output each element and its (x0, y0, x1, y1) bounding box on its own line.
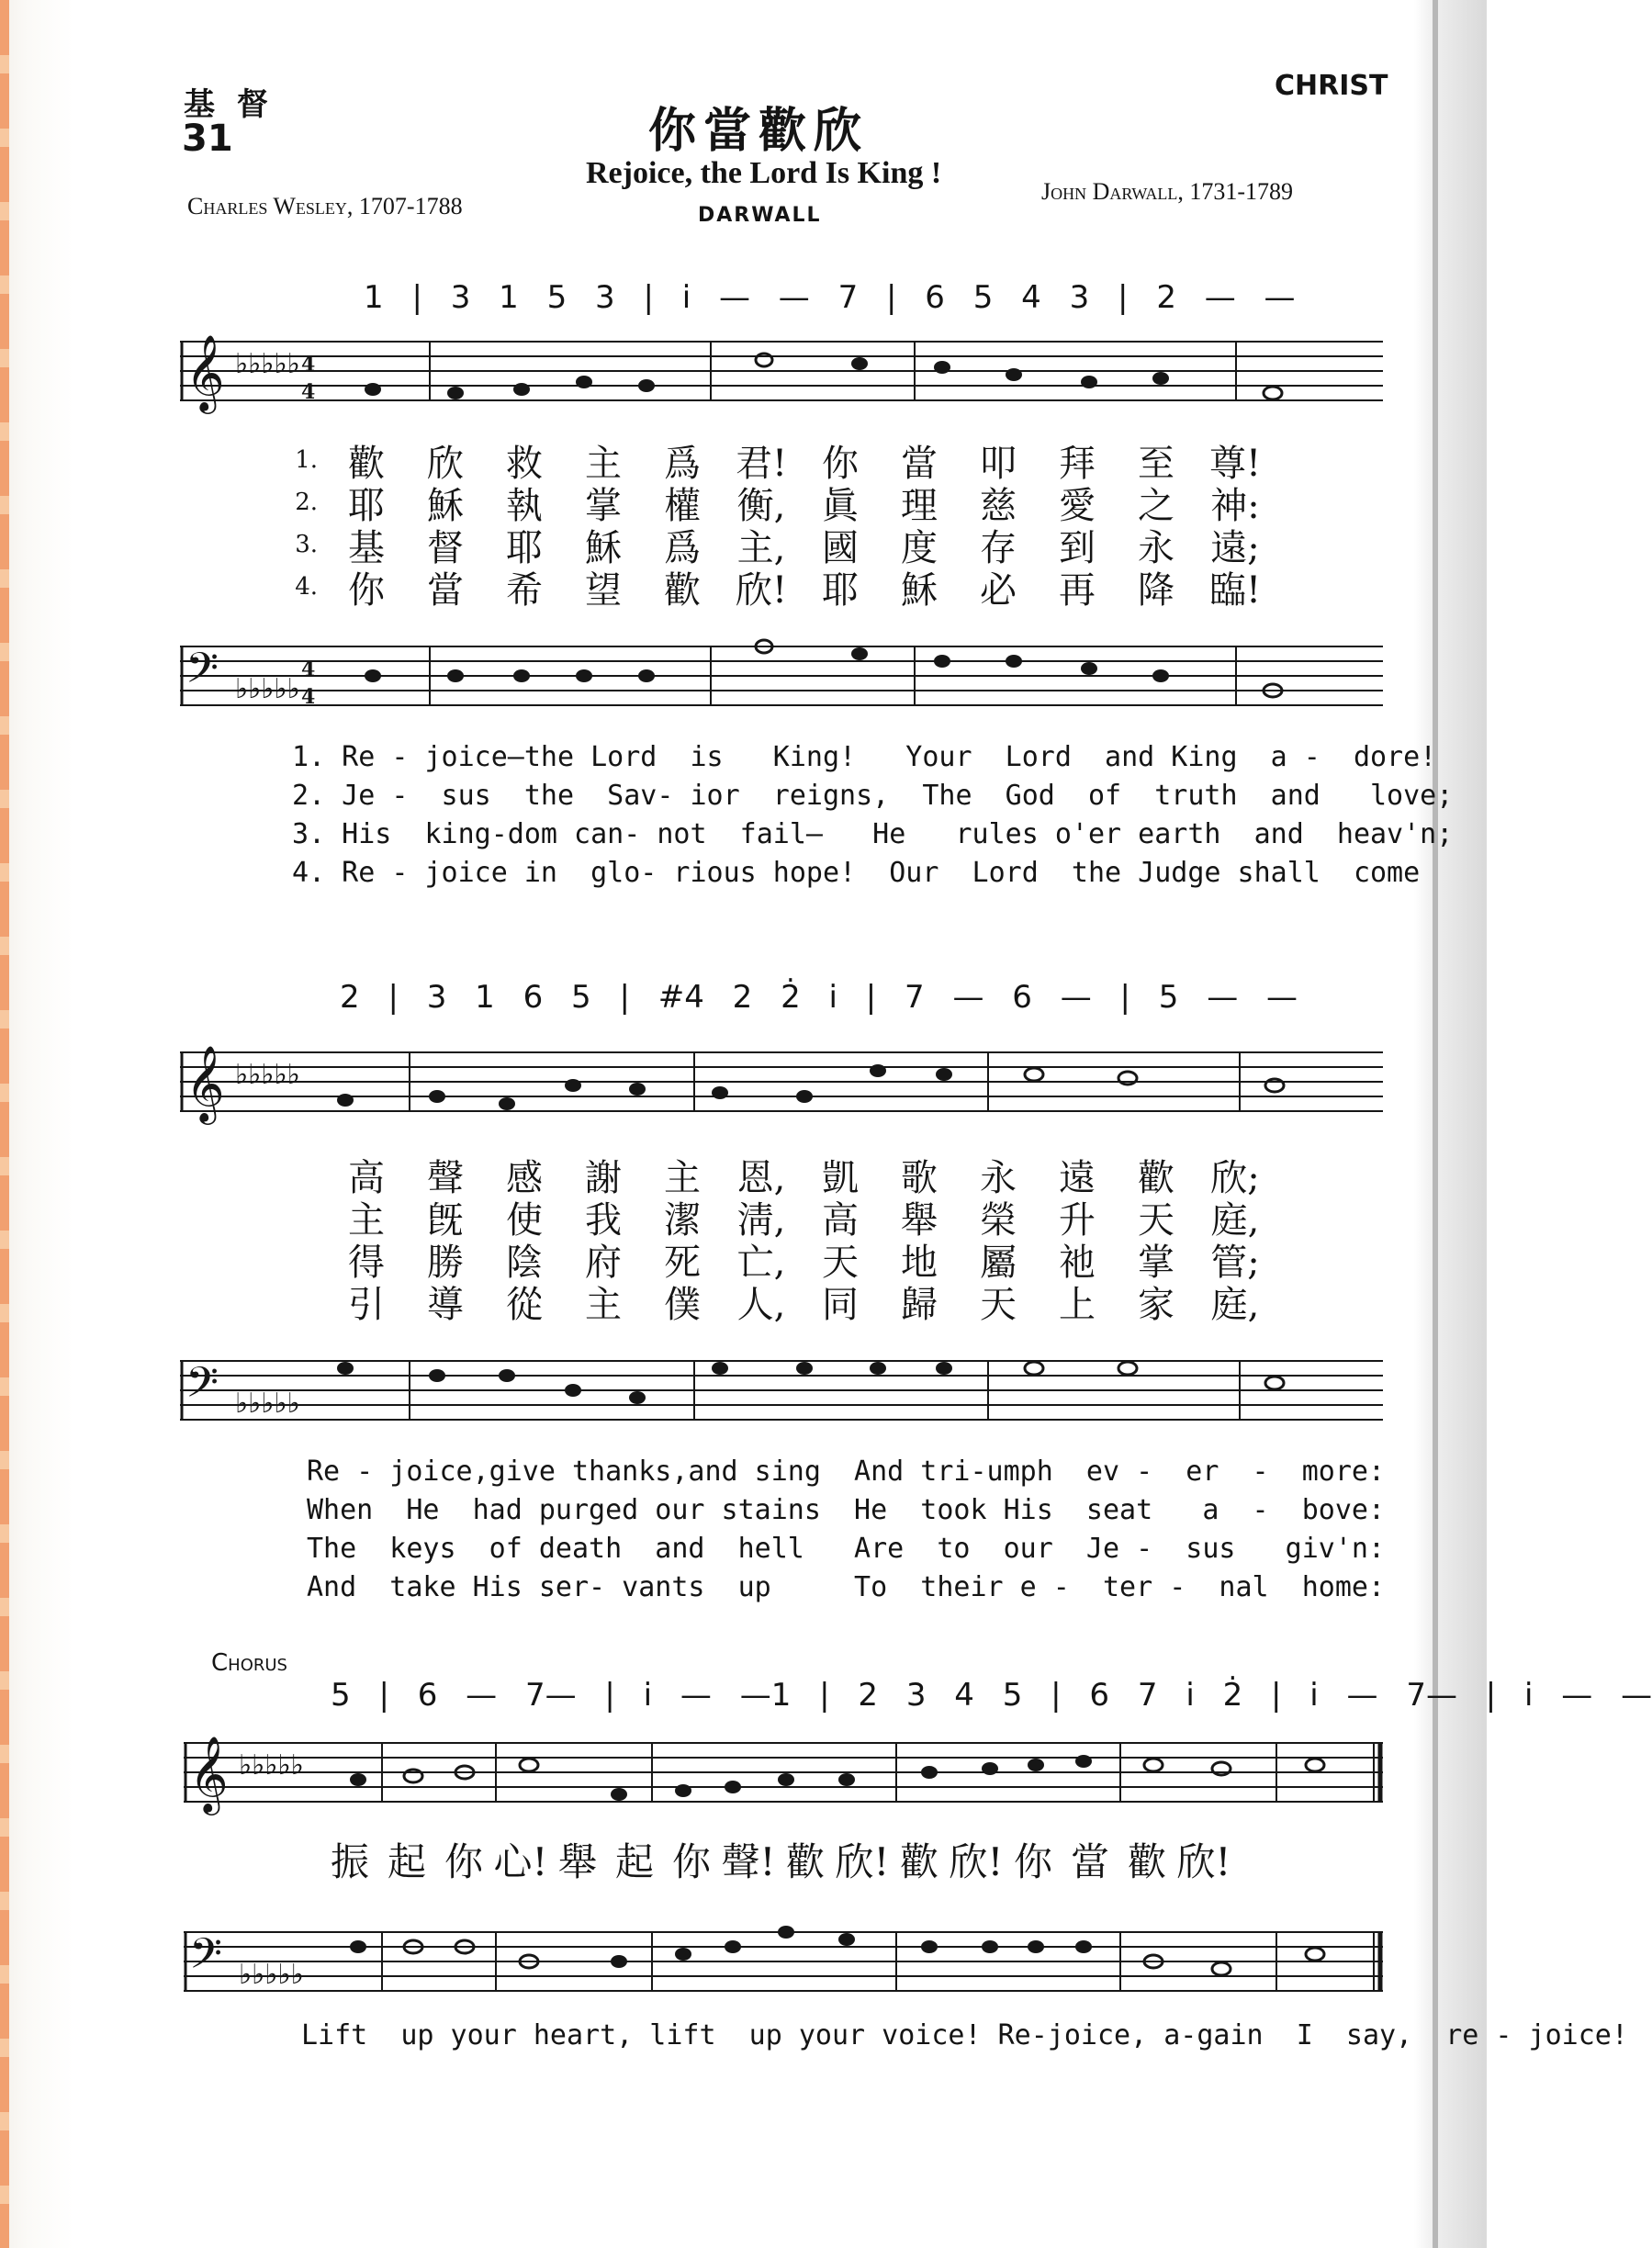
treble-staff-2 (180, 1044, 1383, 1122)
lyric-char: 欣 (427, 442, 464, 485)
section-label-en: CHRIST (1275, 70, 1388, 102)
lyric-char: 拜 (1059, 442, 1096, 485)
en-verses-1 (292, 738, 1453, 893)
lyric-char: 權 (664, 484, 701, 527)
svg-text:♭♭♭♭♭: ♭♭♭♭♭ (239, 1959, 304, 1991)
lyric-char: 你 (822, 442, 859, 485)
lyric-char: 榮 (980, 1198, 1017, 1242)
lyric-char: 存 (980, 526, 1017, 569)
lyric-char: 之 (1138, 484, 1174, 527)
lyric-char: 你 (671, 1839, 711, 1884)
lyric-char: 舉 (557, 1839, 597, 1884)
lyric-char: 歡 (1138, 1156, 1174, 1199)
treble-clef-icon: 𝄞 (189, 1735, 229, 1812)
lyric-char: 歡 (664, 568, 701, 612)
lyric-char: 感 (506, 1156, 543, 1199)
lyric-char: 叩 (980, 442, 1017, 485)
cn-verse-line (266, 566, 1275, 612)
en-verse-line: 1. Re - joice—the Lord is King! Your Lord and King a - dore! (292, 741, 1437, 773)
lyric-char: 主 (585, 442, 622, 485)
treble-clef-icon: 𝄞 (185, 1044, 225, 1121)
lyric-char: 欣! (835, 1839, 890, 1884)
lyric-char: 主 (664, 1156, 701, 1199)
lyric-char: 庭, (1210, 1283, 1260, 1326)
lyric-char: 引 (348, 1283, 385, 1326)
lyric-char: 穌 (901, 568, 938, 612)
bass-clef-icon: 𝄢 (185, 1358, 219, 1418)
lyric-char: 望 (585, 568, 622, 612)
lyric-char: 執 (506, 484, 543, 527)
lyric-char: 神: (1210, 484, 1260, 527)
en-verses-2 (307, 1453, 1385, 1607)
lyric-char: 欣! (1176, 1839, 1231, 1884)
lyric-char: 使 (506, 1198, 543, 1242)
svg-text:♭♭♭♭♭: ♭♭♭♭♭ (235, 1388, 300, 1420)
lyric-char: 聲 (427, 1156, 464, 1199)
bass-staff-1 (180, 643, 1383, 716)
lyric-char: 慈 (980, 484, 1017, 527)
en-verse-line: When He had purged our stains He took His seat a - bove: (307, 1494, 1385, 1526)
treble-staff-1 (180, 333, 1383, 411)
lyric-char: 國 (822, 526, 859, 569)
en-verse-line: 3. His king-dom can- not fail— He rules o'er earth and heav'n; (292, 818, 1454, 850)
bass-staff-3 (184, 1928, 1383, 2002)
section-label-cn: 基 督 (184, 86, 274, 123)
lyric-char: 升 (1059, 1198, 1096, 1242)
svg-text:4: 4 (301, 685, 316, 709)
lyric-char: 主 (348, 1198, 385, 1242)
lyric-char: 主 (585, 1283, 622, 1326)
lyric-char: 欣; (1210, 1156, 1260, 1199)
numbered-notation-1: 1 | 3 1 5 3 | i̇ — — 7 | 6 5 4 3 | 2 — — (364, 279, 1296, 316)
hymn-number: 31 (182, 118, 233, 160)
music-credit: John Darwall, 1731-1789 (1041, 178, 1294, 205)
lyric-char: 穌 (427, 484, 464, 527)
cn-verse-line (266, 439, 1275, 485)
cn-verse-line (266, 1238, 1275, 1284)
lyric-char: 你 (348, 568, 385, 612)
lyric-char: 衡, (736, 484, 786, 527)
lyric-char: 起 (387, 1839, 426, 1884)
lyric-char: 尊! (1208, 442, 1262, 485)
bass-clef-icon: 𝄢 (185, 644, 219, 703)
svg-text:♭♭♭♭♭: ♭♭♭♭♭ (235, 1059, 300, 1091)
lyric-char: 穌 (585, 526, 622, 569)
lyric-char: 欣! (949, 1839, 1004, 1884)
treble-clef-icon: 𝄞 (185, 333, 225, 410)
verse-number: 4. (295, 573, 318, 601)
lyric-char: 降 (1138, 568, 1174, 612)
lyric-char: 死 (664, 1241, 701, 1284)
lyric-char: 再 (1059, 568, 1096, 612)
lyric-char: 從 (506, 1283, 543, 1326)
lyric-char: 至 (1138, 442, 1174, 485)
cn-verse-line (266, 1196, 1275, 1242)
numbered-notation-3: 5 | 6 — 7— | i̇ — —1 | 2 3 4 5 | 6 7 i̇ 2̇ | i̇ — 7— | i̇ — — (331, 1677, 1652, 1714)
lyric-char: 你 (1013, 1839, 1052, 1884)
lyric-char: 度 (901, 526, 938, 569)
lyric-char: 高 (822, 1198, 859, 1242)
en-verse-line: 2. Je - sus the Sav- ior reigns, The God of truth and love; (292, 780, 1454, 812)
lyric-char: 遠 (1059, 1156, 1096, 1199)
title-en: Rejoice, the Lord Is King ! (586, 156, 942, 190)
lyric-char: 爲 (664, 442, 701, 485)
cn-chorus (321, 1838, 1232, 1884)
lyric-char: 臨! (1208, 568, 1262, 612)
lyric-char: 耶 (348, 484, 385, 527)
lyric-char: 遠; (1210, 526, 1260, 569)
lyric-char: 永 (1138, 526, 1174, 569)
lyric-char: 耶 (822, 568, 859, 612)
svg-text:♭♭♭♭♭: ♭♭♭♭♭ (235, 673, 300, 705)
lyric-char: 愛 (1059, 484, 1096, 527)
title-cn: 你當歡欣 (648, 103, 870, 159)
lyric-char: 淸, (736, 1198, 786, 1242)
lyric-char: 同 (822, 1283, 859, 1326)
lyric-char: 天 (1138, 1198, 1174, 1242)
svg-text:4: 4 (301, 658, 316, 681)
treble-staff-3 (184, 1735, 1383, 1813)
en-verse-line: The keys of death and hell Are to our Je - sus giv'n: (307, 1533, 1385, 1565)
bass-clef-icon: 𝄢 (189, 1929, 223, 1989)
lyric-char: 起 (614, 1839, 654, 1884)
lyric-char: 督 (427, 526, 464, 569)
en-verse-line: 4. Re - joice in glo- rious hope! Our Lord the Judge shall come (292, 857, 1421, 889)
lyric-char: 歡 (1127, 1839, 1166, 1884)
lyric-char: 謝 (585, 1156, 622, 1199)
page-fold (1433, 0, 1438, 2248)
cn-verses-2 (266, 1153, 1275, 1326)
lyric-char: 歡 (899, 1839, 938, 1884)
lyric-char: 君! (735, 442, 788, 485)
lyric-char: 眞 (822, 484, 859, 527)
lyric-char: 爲 (664, 526, 701, 569)
lyric-char: 歡 (348, 442, 385, 485)
lyric-char: 屬 (980, 1241, 1017, 1284)
lyric-char: 聲! (721, 1839, 776, 1884)
numbered-notation-2: 2 | 3 1 6 5 | #4 2 2̇ i̇ | 7 — 6 — | 5 — — (340, 979, 1298, 1016)
en-verse-line: And take His ser- vants up To their e - ter - nal home: (307, 1571, 1385, 1603)
cn-verse-line (266, 1280, 1275, 1326)
cn-verse-line (266, 1153, 1275, 1199)
en-chorus-line: Lift up your heart, lift up your voice! Re-joice, a-gain I say, re - joice! (301, 2019, 1628, 2051)
lyric-char: 主, (736, 526, 786, 569)
lyric-char: 必 (980, 568, 1017, 612)
svg-text:♭♭♭♭♭: ♭♭♭♭♭ (235, 348, 300, 380)
lyric-char: 地 (901, 1241, 938, 1284)
lyric-char: 基 (348, 526, 385, 569)
lyric-char: 祂 (1059, 1241, 1096, 1284)
lyric-char: 家 (1138, 1283, 1174, 1326)
lyric-char: 勝 (427, 1241, 464, 1284)
lyric-char: 欣! (735, 568, 788, 612)
lyric-char: 到 (1059, 526, 1096, 569)
cn-verse-line (266, 481, 1275, 527)
lyric-char: 永 (980, 1156, 1017, 1199)
lyric-char: 恩, (736, 1156, 786, 1199)
lyric-char: 救 (506, 442, 543, 485)
lyric-char: 我 (585, 1198, 622, 1242)
lyric-char: 府 (585, 1241, 622, 1284)
lyric-char: 人, (736, 1283, 786, 1326)
tune-name: DARWALL (698, 204, 822, 227)
lyric-char: 歡 (785, 1839, 825, 1884)
en-verse-line: Re - joice,give thanks,and sing And tri-umph ev - er - more: (307, 1456, 1385, 1488)
lyric-char: 振 (330, 1839, 369, 1884)
lyric-char: 導 (427, 1283, 464, 1326)
lyric-char: 歌 (901, 1156, 938, 1199)
lyric-char: 當 (1070, 1839, 1109, 1884)
cn-verse-line (266, 523, 1275, 569)
lyric-char: 管; (1210, 1241, 1260, 1284)
lyric-char: 高 (348, 1156, 385, 1199)
verse-number: 1. (295, 446, 318, 474)
lyric-char: 僕 (664, 1283, 701, 1326)
lyric-char: 掌 (1138, 1241, 1174, 1284)
chorus-label: Chorus (211, 1649, 287, 1677)
lyric-char: 掌 (585, 484, 622, 527)
svg-text:4: 4 (301, 380, 316, 404)
bass-staff-2 (180, 1357, 1383, 1431)
svg-text:♭♭♭♭♭: ♭♭♭♭♭ (239, 1749, 304, 1782)
lyric-char: 上 (1059, 1283, 1096, 1326)
page-edge (0, 0, 9, 2248)
verse-number: 3. (295, 531, 318, 558)
lyric-char: 天 (822, 1241, 859, 1284)
lyric-char: 凱 (822, 1156, 859, 1199)
lyric-char: 得 (348, 1241, 385, 1284)
lyric-char: 歸 (901, 1283, 938, 1326)
lyric-char: 潔 (664, 1198, 701, 1242)
lyric-char: 當 (901, 442, 938, 485)
lyric-char: 旣 (427, 1198, 464, 1242)
cn-verses-1 (266, 439, 1275, 612)
words-credit: Charles Wesley, 1707-1788 (187, 193, 463, 219)
lyric-char: 天 (980, 1283, 1017, 1326)
lyric-char: 陰 (506, 1241, 543, 1284)
lyric-char: 庭, (1210, 1198, 1260, 1242)
verse-number: 2. (295, 489, 318, 516)
en-chorus (301, 2017, 1628, 2055)
lyric-char: 亡, (736, 1241, 786, 1284)
svg-text:4: 4 (301, 353, 316, 377)
lyric-char: 當 (427, 568, 464, 612)
lyric-char: 希 (506, 568, 543, 612)
lyric-char: 耶 (506, 526, 543, 569)
lyric-char: 舉 (901, 1198, 938, 1242)
lyric-char: 你 (444, 1839, 483, 1884)
cn-chorus-line (321, 1838, 1232, 1884)
lyric-char: 理 (901, 484, 938, 527)
lyric-char: 心! (493, 1839, 548, 1884)
